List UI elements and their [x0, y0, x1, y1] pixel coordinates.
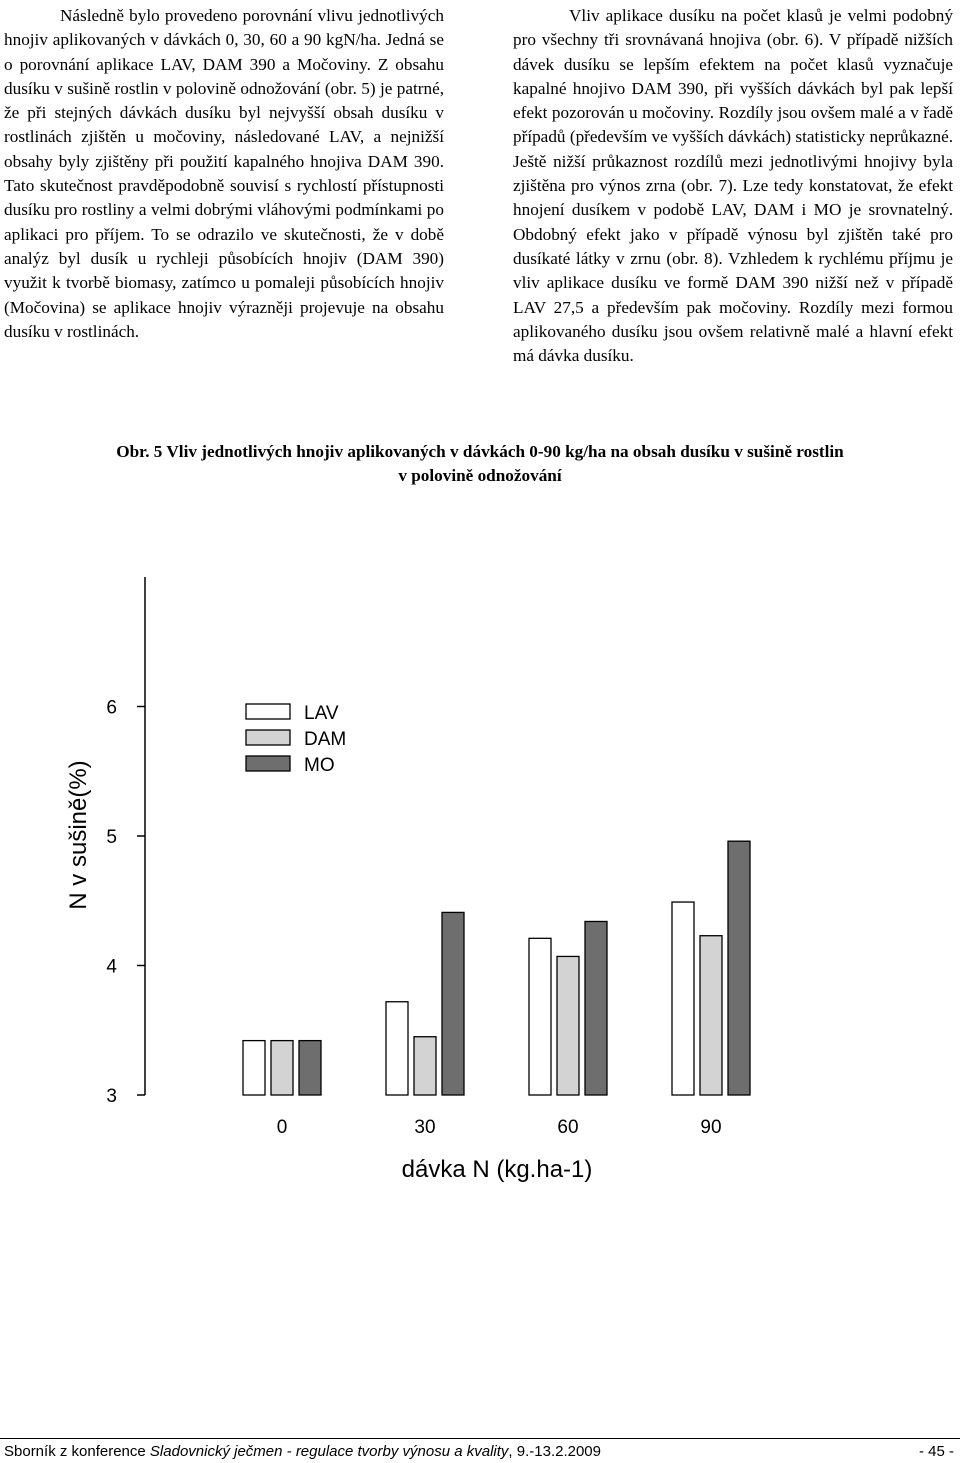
figure-caption-line2: v polovině odnožování	[398, 466, 562, 485]
page-footer	[4, 1443, 954, 1461]
x-tick-label: 90	[700, 1117, 722, 1138]
footer-divider	[0, 1438, 960, 1439]
bar-dam	[414, 1037, 436, 1095]
legend-swatch-dam	[246, 730, 290, 745]
bar-chart	[0, 540, 960, 1200]
bar-mo	[442, 912, 464, 1095]
bar-mo	[299, 1041, 321, 1095]
page-number: - 45 -	[918, 1443, 954, 1460]
legend-swatch-mo	[246, 756, 290, 771]
right-paragraph: Vliv aplikace dusíku na počet klasů je velmi podobný pro všechny tři srovnávaná hnojiva (obr. 6). V případě nižších dávek dusíku se lepším efektem na počet klasů vyznačuje kapalné hnojivo DAM 390, při vyšších dávkách byl pak lepší efekt pozorován u močoviny. Rozdíly jsou ovšem malé a v řadě případů (především ve vyšších dávkách) statisticky neprůkazné. Ještě nižší průkaznost rozdílů mezi jednotlivými hnojivy byla zjištěna pro výnos zrna (obr. 7). Lze tedy konstatovat, že efekt hnojení dusíkem v podobě LAV, DAM i MO je srovnatelný. Obdobný efekt jako v případě výnosu byl zjištěn také pro dusíkaté látky v zrnu (obr. 8). Vzhledem k rychlému příjmu je vliv aplikace dusíku ve formě DAM 390 nižší než v případě LAV 27,5 a především pak močoviny. Rozdíly mezi formou aplikovaného dusíku jsou ovšem relativně malé a hlavní efekt má dávka dusíku.	[513, 6, 953, 366]
x-axis-label: dávka N (kg.ha-1)	[401, 1156, 593, 1183]
bar-lav	[243, 1041, 265, 1095]
legend-label-dam: DAM	[304, 729, 347, 750]
y-tick-label: 3	[106, 1086, 117, 1107]
right-column	[513, 4, 953, 368]
y-axis-label: N v sušině(%)	[65, 760, 92, 910]
x-tick-label: 60	[557, 1117, 579, 1138]
bar-lav	[529, 938, 551, 1095]
x-tick-label: 30	[414, 1117, 436, 1138]
bar-dam	[271, 1041, 293, 1095]
x-tick-label: 0	[276, 1117, 288, 1138]
legend-label-lav: LAV	[304, 703, 339, 724]
bar-dam	[700, 936, 722, 1095]
footer-conference-title: Sladovnický ječmen - regulace tvorby výnosu a kvality	[149, 1443, 509, 1460]
y-tick-label: 5	[106, 827, 117, 848]
y-tick-label: 4	[106, 956, 117, 978]
bar-mo	[585, 921, 607, 1095]
bar-mo	[728, 841, 750, 1095]
figure-caption	[0, 440, 960, 488]
bar-dam	[557, 956, 579, 1095]
left-column	[4, 4, 444, 344]
figure-caption-line1: Obr. 5 Vliv jednotlivých hnojiv aplikovaných v dávkách 0-90 kg/ha na obsah dusíku v sušině rostlin	[116, 442, 844, 461]
legend-label-mo: MO	[304, 755, 335, 776]
bar-lav	[672, 902, 694, 1095]
footer-date: , 9.-13.2.2009	[508, 1443, 601, 1460]
legend-swatch-lav	[246, 704, 290, 719]
left-paragraph: Následně bylo provedeno porovnání vlivu jednotlivých hnojiv aplikovaných v dávkách 0, 30, 60 a 90 kgN/ha. Jedná se o porovnání aplikace LAV, DAM 390 a Močoviny. Z obsahu dusíku v sušině rostlin v polovině odnožování (obr. 5) je patrné, že při stejných dávkách dusíku byl nejvyšší obsah dusíku v rostlinách zjištěn u močoviny, následované LAV, a nejnižší obsahy byly zjištěny při použití kapalného hnojiva DAM 390. Tato skutečnost pravděpodobně souvisí s rychlostí přístupnosti dusíku pro rostliny a velmi dobrými vláhovými podmínkami po aplikaci pro příjem. To se odrazilo ve skutečnosti, že v době analýz byl dusík u rychleji působících hnojiv (DAM 390) využit k tvorbě biomasy, zatímco u pomaleji působících hnojiv (Močovina) se aplikace hnojiv výrazněji projevuje na obsahu dusíku v rostlinách.	[4, 6, 444, 341]
footer-prefix: Sborník z konference	[4, 1443, 150, 1460]
bar-lav	[386, 1002, 408, 1095]
y-tick-label: 6	[106, 697, 117, 719]
